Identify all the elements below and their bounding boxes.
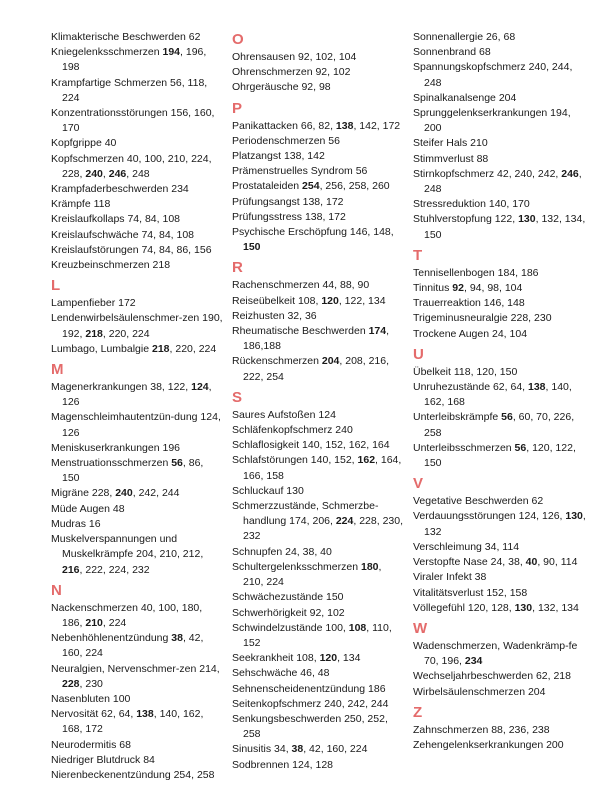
index-entry: Spannungskopfschmerz 240, 244, 248 (413, 61, 573, 89)
section-letter-r: R (232, 259, 243, 277)
index-entry: Sinusitis 34, 38, 42, 160, 224 (232, 743, 368, 756)
bold-page-number: 254 (302, 180, 320, 193)
index-entry: Kreislaufkollaps 74, 84, 108 (51, 213, 180, 226)
index-entry: Trigeminusneuralgie 228, 230 (413, 312, 552, 325)
index-entry: Sonnenbrand 68 (413, 46, 491, 59)
index-entry: Kreuzbeinschmerzen 218 (51, 259, 171, 272)
index-entry: Viraler Infekt 38 (413, 571, 487, 584)
section-letter-s: S (232, 388, 243, 406)
index-entry: Wirbelsäulenschmerzen 204 (413, 685, 546, 698)
bold-page-number: 150 (243, 241, 261, 254)
index-entry: Stirnkopfschmerz 42, 240, 242, 246, 248 (413, 167, 582, 196)
index-entry: Nebenhöhlenentzündung 38, 42, 160, 224 (51, 632, 204, 660)
index-entry: Schnupfen 24, 38, 40 (232, 545, 332, 558)
index-entry: Tinnitus 92, 94, 98, 104 (413, 282, 523, 295)
section-letter-p: P (232, 99, 243, 117)
section-letter-t: T (413, 246, 423, 264)
index-entry: Prämenstruelles Syndrom 56 (232, 165, 368, 178)
index-entry: Neuralgien, Nervenschmer-zen 214, 228, 230 (51, 662, 220, 690)
index-entry: Vegetative Beschwerden 62 (413, 495, 544, 508)
bold-page-number: 138 (335, 119, 354, 132)
bold-page-number: 218 (152, 342, 170, 355)
bold-page-number: 138 (528, 381, 546, 394)
section-letter-u: U (413, 345, 424, 363)
bold-page-number: 92 (452, 282, 464, 295)
index-entry: Muskelverspannungen und Muskelkrämpfe 204, 210, 212, 216, 222, 224, 232 (51, 533, 204, 576)
bold-page-number: 218 (85, 327, 103, 340)
bold-page-number: 120 (319, 652, 338, 665)
index-entry: Schlaflosigkeit 140, 152, 162, 164 (232, 439, 390, 452)
index-entry: Vitalitätsverlust 152, 158 (413, 586, 528, 599)
bold-page-number: 246 (561, 167, 579, 180)
bold-page-number: 138 (136, 708, 154, 721)
index-entry: Verdauungsstörungen 124, 126, 130, 132 (413, 510, 586, 538)
index-entry: Schmerzzustände, Schmerzbe-handlung 174, 206, 224, 228, 230, 232 (232, 500, 403, 543)
index-entry: Sehschwäche 46, 48 (232, 667, 330, 680)
index-entry: Schwerhörigkeit 92, 102 (232, 606, 345, 619)
index-entry: Panikattacken 66, 82, 138, 142, 172 (232, 119, 401, 132)
index-entry: Sonnenallergie 26, 68 (413, 31, 516, 43)
index-entry: Klimakterische Beschwerden 62 (51, 31, 201, 43)
index-entry: Spinalkanalsenge 204 (413, 91, 517, 104)
index-entry: Schläfenkopfschmerz 240 (232, 424, 353, 437)
bold-page-number: 174 (368, 325, 387, 338)
bold-page-number: 108 (348, 621, 367, 634)
index-entry: Schwindelzustände 100, 108, 110, 152 (232, 621, 392, 649)
index-entry: Nackenschmerzen 40, 100, 180, 186, 210, 224 (51, 601, 203, 629)
index-entry: Konzentrationsstörungen 156, 160, 170 (51, 107, 215, 135)
index-entry: Kreislaufschwäche 74, 84, 108 (51, 228, 195, 241)
index-entry: Unruhezustände 62, 64, 138, 140, 162, 168 (413, 381, 572, 409)
index-entry: Reizhusten 32, 36 (232, 309, 317, 322)
index-column-1 (51, 30, 223, 783)
index-entry: Krampfartige Schmerzen 56, 118, 224 (51, 76, 208, 104)
index-entry: Rheumatische Beschwerden 174, 186,188 (232, 325, 390, 353)
section-letter-n: N (51, 581, 62, 599)
bold-page-number: 56 (171, 457, 183, 470)
section-letter-w: W (413, 619, 428, 637)
index-entry: Ohrensausen 92, 102, 104 (232, 51, 357, 63)
index-entry: Nierenbeckenentzündung 254, 258 (51, 768, 215, 781)
index-entry: Stimmverlust 88 (413, 152, 489, 165)
index-entry: Wechseljahrbeschwerden 62, 218 (413, 670, 571, 683)
section-letter-l: L (51, 277, 61, 295)
index-entry: Nervosität 62, 64, 138, 140, 162, 168, 172 (51, 708, 204, 736)
index-entry: Psychische Erschöpfung 146, 148, 150 (232, 226, 394, 254)
bold-page-number: 56 (501, 411, 513, 424)
bold-page-number: 228 (62, 677, 80, 690)
index-column-3 (413, 30, 589, 753)
index-entry: Seekrankheit 108, 120, 134 (232, 652, 361, 665)
index-entry: Ohrgeräusche 92, 98 (232, 81, 331, 94)
index-entry: Prüfungsstress 138, 172 (232, 210, 346, 223)
index-entry: Krampfaderbeschwerden 234 (51, 183, 189, 196)
index-entry: Sodbrennen 124, 128 (232, 758, 334, 771)
index-entry: Rachenschmerzen 44, 88, 90 (232, 279, 370, 292)
index-entry: Schultergelenksschmerzen 180, 210, 224 (232, 560, 382, 589)
bold-page-number: 216 (62, 563, 80, 576)
bold-page-number: 234 (464, 655, 483, 668)
bold-page-number: 204 (321, 355, 340, 368)
bold-page-number: 246 (108, 167, 127, 180)
bold-page-number: 224 (335, 515, 354, 528)
index-entry: Verstopfte Nase 24, 38, 40, 90, 114 (413, 556, 578, 569)
bold-page-number: 40 (525, 556, 538, 569)
index-entry: Stuhlverstopfung 122, 130, 132, 134, 150 (413, 213, 586, 241)
index-entry: Nasenbluten 100 (51, 692, 131, 705)
index-entry: Rückenschmerzen 204, 208, 216, 222, 254 (232, 355, 390, 383)
bold-page-number: 210 (85, 616, 103, 629)
index-entry: Kopfgrippe 40 (51, 137, 117, 150)
index-column-2 (232, 30, 404, 773)
section-letter-o: O (232, 31, 244, 48)
index-entry: Steifer Hals 210 (413, 137, 488, 150)
index-entry: Mudras 16 (51, 517, 101, 530)
bold-page-number: 180 (360, 560, 379, 573)
bold-page-number: 124 (191, 381, 209, 394)
index-entry: Tennisellenbogen 184, 186 (413, 266, 539, 279)
section-letter-v: V (413, 475, 424, 493)
section-letter-m: M (51, 361, 64, 379)
index-entry: Zehengelenkserkrankungen 200 (413, 738, 564, 751)
index-entry: Völlegefühl 120, 128, 130, 132, 134 (413, 601, 579, 614)
bold-page-number: 120 (321, 294, 339, 307)
bold-page-number: 38 (171, 632, 183, 645)
index-entry: Übelkeit 118, 120, 150 (413, 365, 518, 378)
index-entry: Schlafstörungen 140, 152, 162, 164, 166, 158 (232, 454, 402, 482)
index-entry: Saures Aufstoßen 124 (232, 408, 336, 421)
bold-page-number: 130 (514, 601, 533, 614)
bold-page-number: 240 (115, 487, 133, 500)
index-entry: Meniskuserkrankungen 196 (51, 441, 180, 454)
index-entry: Sehnenscheidenentzündung 186 (232, 682, 386, 695)
index-entry: Menstruationsschmerzen 56, 86, 150 (51, 457, 204, 485)
index-entry: Reiseübelkeit 108, 120, 122, 134 (232, 294, 386, 307)
index-entry: Wadenschmerzen, Wadenkrämp-fe 70, 196, 234 (413, 639, 578, 668)
index-entry: Neurodermitis 68 (51, 738, 131, 751)
index-entry: Kopfschmerzen 40, 100, 210, 224, 228, 240, 246, 248 (51, 152, 212, 180)
bold-page-number: 130 (518, 213, 536, 226)
bold-page-number: 38 (291, 743, 304, 756)
index-entry: Seitenkopfschmerz 240, 242, 244 (232, 697, 389, 710)
bold-page-number: 56 (514, 441, 527, 454)
index-entry: Unterleibsschmerzen 56, 120, 122, 150 (413, 441, 576, 470)
index-entry: Schwächezustände 150 (232, 591, 344, 604)
bold-page-number: 240 (85, 167, 103, 180)
index-entry: Kniegelenksschmerzen 194, 196, 198 (51, 46, 207, 74)
index-entry: Kreislaufstörungen 74, 84, 86, 156 (51, 243, 212, 256)
index-entry: Niedriger Blutdruck 84 (51, 753, 155, 766)
index-entry: Trauerreaktion 146, 148 (413, 297, 525, 310)
index-entry: Krämpfe 118 (51, 198, 111, 211)
index-entry: Periodenschmerzen 56 (232, 134, 340, 147)
index-entry: Magenschleimhautentzün-dung 124, 126 (51, 411, 221, 439)
index-entry: Zahnschmerzen 88, 236, 238 (413, 723, 550, 736)
index-entry: Prüfungsangst 138, 172 (232, 195, 344, 208)
index-entry: Stressreduktion 140, 170 (413, 198, 530, 211)
section-letter-z: Z (413, 703, 423, 721)
index-entry: Platzangst 138, 142 (232, 150, 325, 163)
index-entry: Lendenwirbelsäulenschmer-zen 190, 192, 218, 220, 224 (51, 312, 223, 340)
index-entry: Sprunggelenkserkrankungen 194, 200 (413, 107, 571, 135)
index-entry: Verschleimung 34, 114 (413, 540, 520, 553)
bold-page-number: 194 (162, 46, 181, 59)
index-entry: Müde Augen 48 (51, 502, 125, 515)
index-entry: Magenerkrankungen 38, 122, 124, 126 (51, 381, 212, 409)
index-entry: Unterleibskrämpfe 56, 60, 70, 226, 258 (413, 411, 575, 439)
index-entry: Prostataleiden 254, 256, 258, 260 (232, 180, 390, 193)
bold-page-number: 130 (565, 510, 583, 523)
index-entry: Ohrenschmerzen 92, 102 (232, 66, 351, 79)
index-entry: Lampenfieber 172 (51, 297, 136, 310)
index-entry: Migräne 228, 240, 242, 244 (51, 487, 180, 500)
index-entry: Schluckauf 130 (232, 484, 304, 497)
index-entry: Lumbago, Lumbalgie 218, 220, 224 (51, 342, 217, 355)
bold-page-number: 162 (357, 454, 376, 467)
index-entry: Senkungsbeschwerden 250, 252, 258 (232, 712, 388, 741)
index-entry: Trockene Augen 24, 104 (413, 327, 528, 340)
